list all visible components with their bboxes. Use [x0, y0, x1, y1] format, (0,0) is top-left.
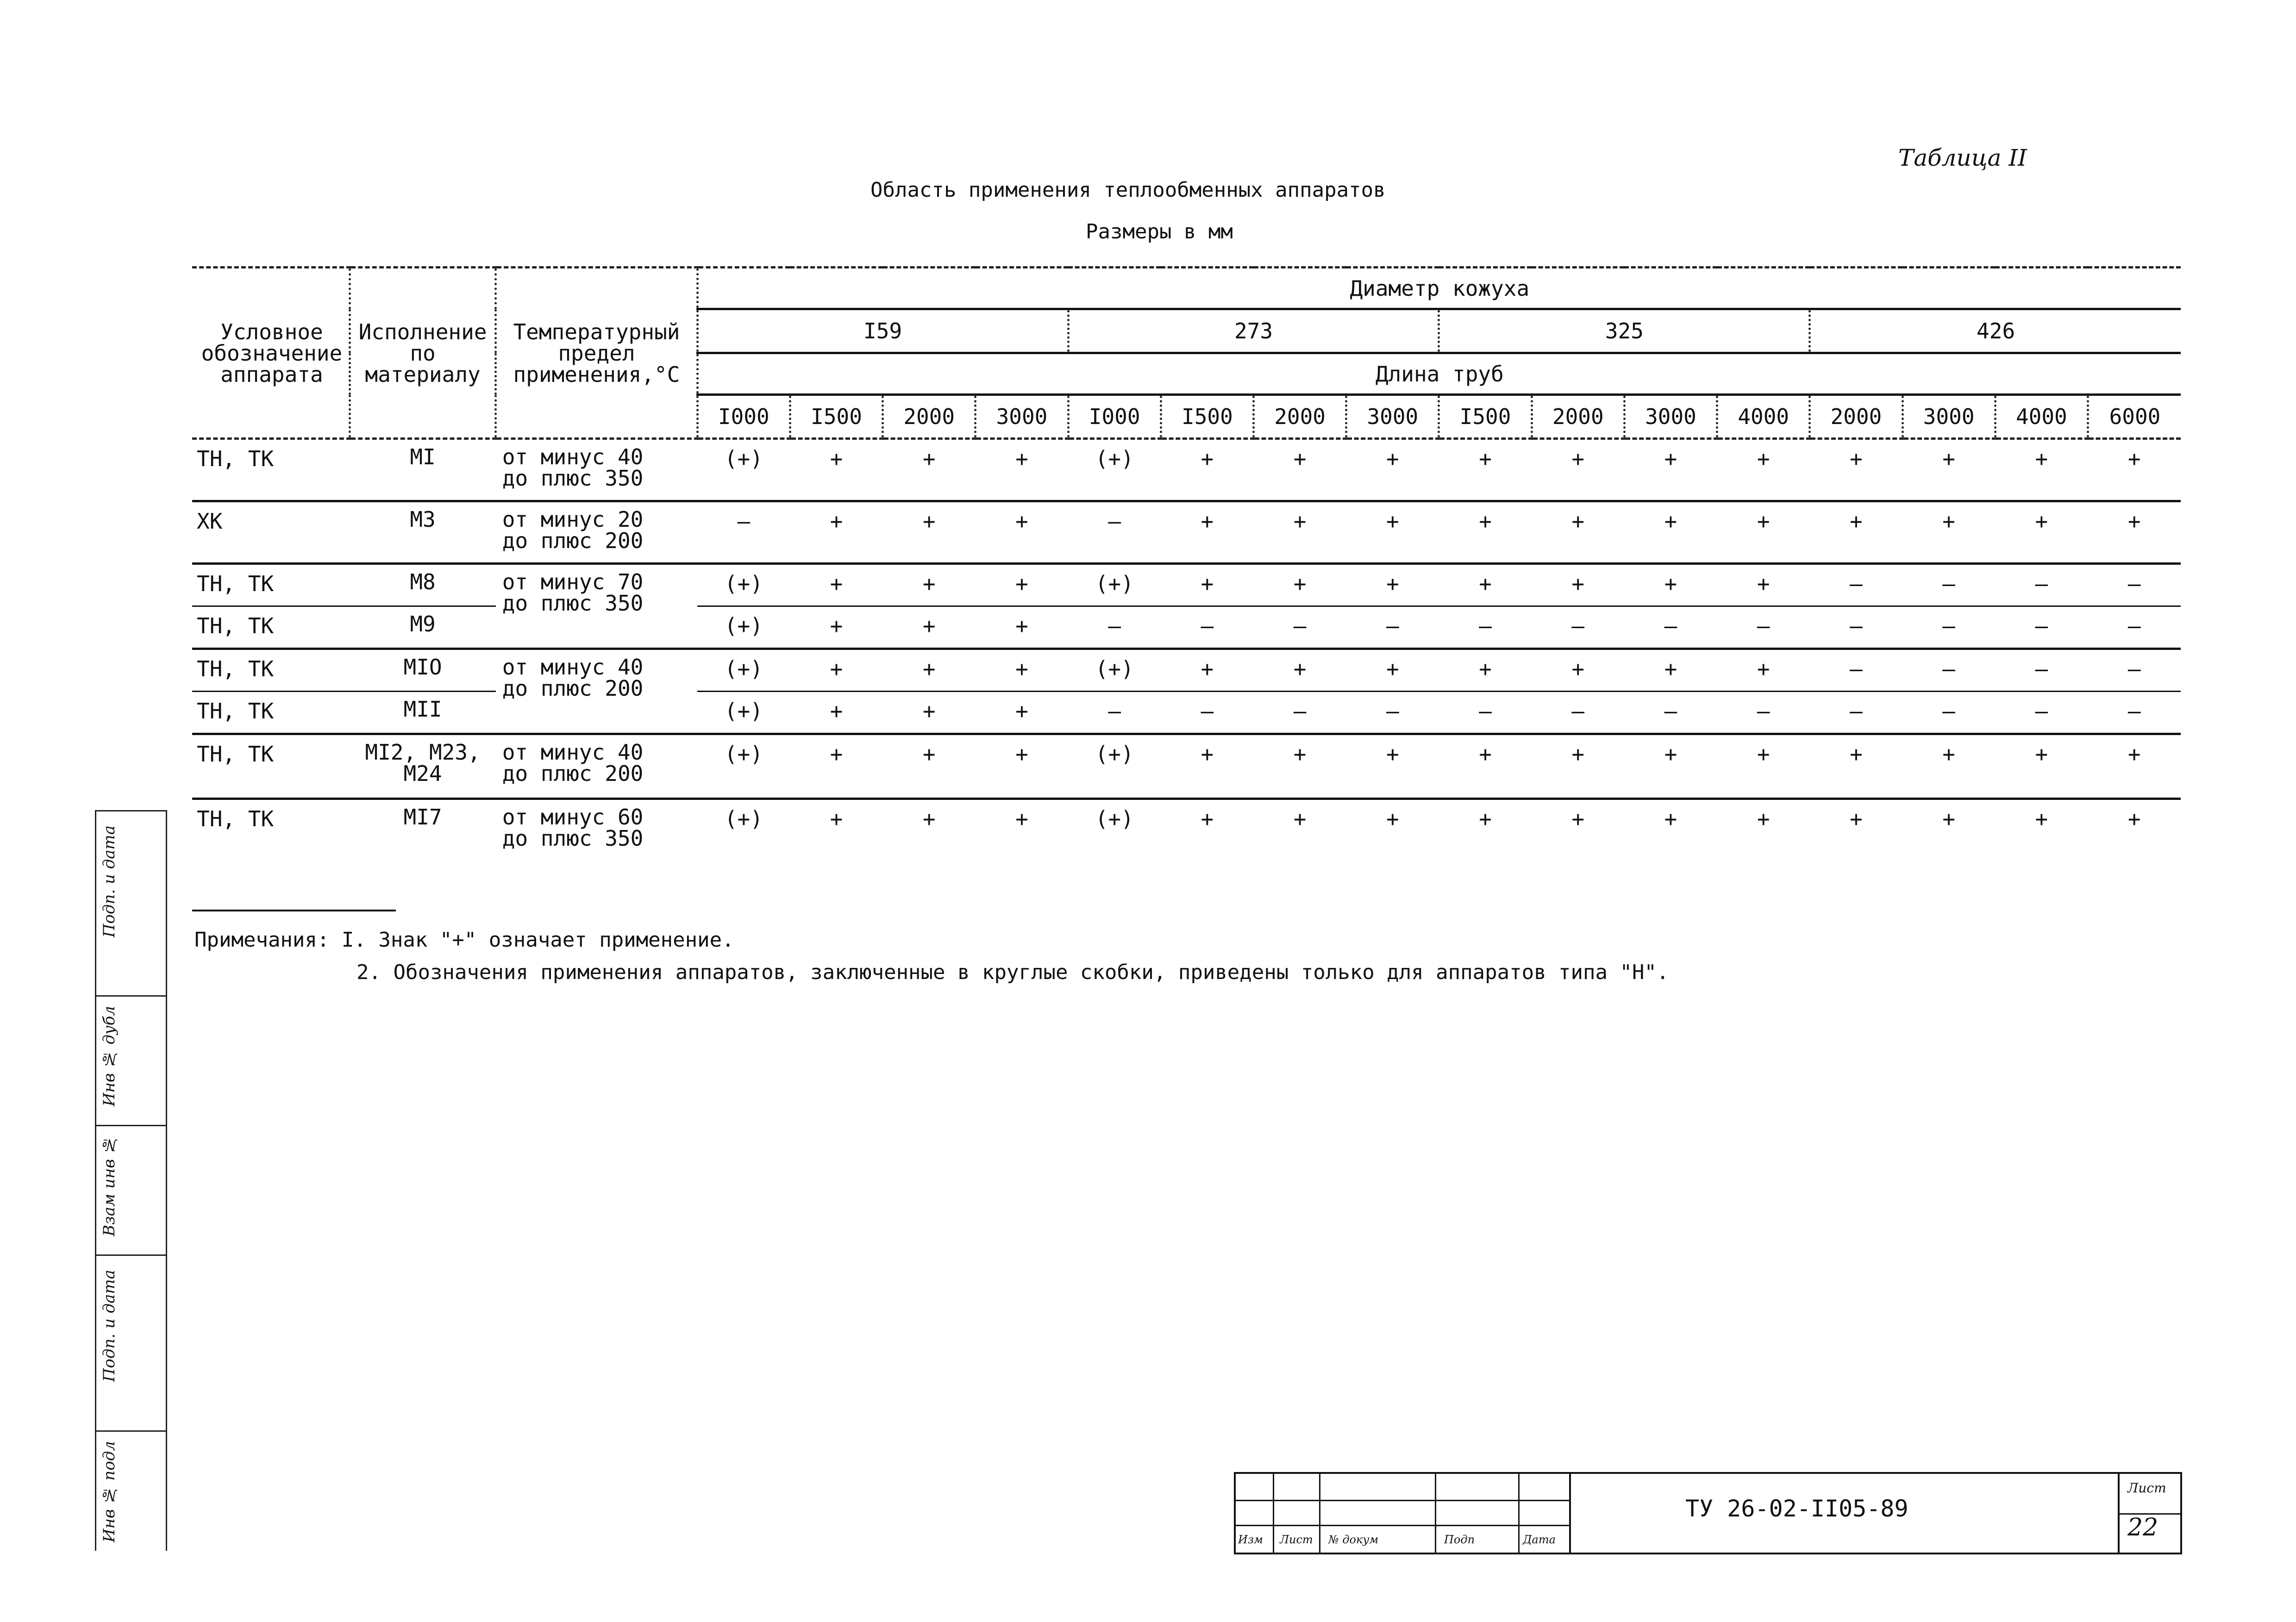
cell-mark: +	[1254, 501, 1346, 564]
material-line: MI2, M23,	[365, 740, 481, 765]
cell-mark: +	[1479, 806, 1492, 831]
stamp-col-label: Дата	[1523, 1533, 1556, 1546]
cell-mark: –	[1068, 501, 1161, 564]
cell-designation: ТН, ТК	[197, 806, 274, 831]
cell-mark: +	[1717, 439, 1810, 501]
cell-mark: –	[1995, 564, 2088, 606]
strip-label: Взам инв №	[100, 1135, 119, 1236]
cell-mark: +	[883, 439, 976, 501]
cell-mark: +	[922, 806, 936, 831]
stamp-col-label: № докум	[1328, 1533, 1379, 1546]
cell-mark: +	[1624, 734, 1717, 799]
cell-mark: –	[1532, 692, 1624, 734]
cell-mark: +	[1810, 734, 1902, 799]
cell-mark: +	[2035, 806, 2048, 831]
cell-mark: +	[790, 734, 882, 799]
cell-mark: +	[1902, 734, 1995, 799]
cell-mark: +	[1346, 649, 1439, 692]
cell-mark: +	[883, 606, 976, 649]
header-length: 2000	[1254, 395, 1346, 439]
cell-designation: ХК	[192, 501, 350, 564]
cell-mark: +	[1942, 806, 1955, 831]
cell-mark: –	[2088, 606, 2181, 649]
header-material: Исполнение по материалу	[350, 268, 495, 439]
note-1-text: I. Знак "+" означает применение.	[341, 928, 734, 952]
cell-mark: –	[1810, 649, 1902, 692]
cell-mark: +	[790, 692, 882, 734]
material-line: М9	[410, 611, 436, 636]
cell-mark: +	[1346, 501, 1439, 564]
header-designation: Условное обозначение аппарата	[192, 268, 350, 439]
header-length: 4000	[1995, 395, 2088, 439]
cell-mark: +	[2127, 806, 2141, 831]
cell-mark: –	[1624, 692, 1717, 734]
cell-mark: +	[1161, 501, 1253, 564]
cell-temperature	[496, 439, 697, 501]
cell-mark: –	[1254, 692, 1346, 734]
cell-material	[350, 734, 495, 799]
stamp-col-label: Изм	[1238, 1533, 1263, 1546]
cell-mark: –	[1532, 606, 1624, 649]
cell-mark: +	[1995, 501, 2088, 564]
cell-mark: –	[1810, 564, 1902, 606]
cell-mark: –	[1624, 606, 1717, 649]
cell-mark: +	[976, 606, 1068, 649]
cell-mark: +	[976, 564, 1068, 606]
stamp-col-label: Подп	[1444, 1533, 1475, 1546]
cell-mark: +	[1995, 734, 2088, 799]
cell-mark: +	[976, 649, 1068, 692]
cell-mark: (+)	[697, 564, 790, 606]
cell-mark: (+)	[1068, 734, 1161, 799]
cell-mark: +	[2088, 734, 2181, 799]
table-row	[192, 501, 2181, 564]
cell-mark: –	[1902, 692, 1995, 734]
cell-mark: +	[790, 564, 882, 606]
cell-designation: ТН, ТК	[192, 734, 350, 799]
cell-mark: +	[2088, 439, 2181, 501]
cell-mark: +	[1571, 806, 1585, 831]
cell-mark: +	[1386, 806, 1399, 831]
cell-mark: +	[1254, 734, 1346, 799]
cell-mark: +	[1293, 806, 1307, 831]
temperature-to: до плюс 350	[502, 591, 644, 616]
cell-mark: –	[1902, 649, 1995, 692]
cell-mark: (+)	[724, 806, 763, 831]
strip-label: Инв № дубл	[100, 1006, 119, 1107]
sheet-number: 22	[2127, 1514, 2158, 1541]
cell-mark: +	[1902, 439, 1995, 501]
material-line: М3	[410, 507, 436, 532]
cell-mark: –	[1161, 692, 1253, 734]
header-length: I500	[1439, 395, 1532, 439]
cell-mark: +	[1161, 439, 1253, 501]
header-temperature-unit: °C	[654, 362, 680, 387]
cell-mark: +	[1254, 564, 1346, 606]
cell-temperature	[496, 501, 697, 564]
temperature-from: от минус 70	[502, 569, 644, 594]
table-row	[192, 692, 2181, 734]
cell-mark: +	[1717, 649, 1810, 692]
temperature-from: от минус 40	[502, 655, 644, 680]
material-line: MI	[410, 444, 436, 469]
cell-mark: +	[1439, 439, 1532, 501]
cell-mark: (+)	[697, 692, 790, 734]
cell-mark: +	[1757, 806, 1770, 831]
cell-mark: +	[1161, 649, 1253, 692]
cell-mark: (+)	[1068, 649, 1161, 692]
cell-mark: –	[1068, 606, 1161, 649]
cell-mark: –	[1439, 606, 1532, 649]
cell-mark: +	[1439, 564, 1532, 606]
cell-material	[350, 692, 495, 734]
header-temperature-text: Температурный предел применения,	[513, 319, 680, 387]
temperature-to: до плюс 350	[502, 826, 644, 851]
header-tube-length: Длина труб	[697, 353, 2181, 395]
cell-material	[350, 439, 495, 501]
cell-mark: –	[1717, 606, 1810, 649]
cell-mark: (+)	[697, 439, 790, 501]
cell-mark: –	[2088, 564, 2181, 606]
header-length: I000	[697, 395, 790, 439]
temperature-to: до плюс 350	[502, 466, 644, 491]
cell-mark: +	[883, 692, 976, 734]
cell-mark: +	[1717, 501, 1810, 564]
header-length: 3000	[1624, 395, 1717, 439]
cell-mark: –	[1254, 606, 1346, 649]
cell-mark: +	[790, 439, 882, 501]
temperature-from: от минус 40	[502, 740, 644, 765]
cell-mark: +	[790, 649, 882, 692]
cell-mark: +	[976, 439, 1068, 501]
cell-designation: ТН, ТК	[192, 439, 350, 501]
header-shell-diameter: Диаметр кожуха	[697, 268, 2181, 309]
cell-mark: +	[883, 734, 976, 799]
header-length: 2000	[883, 395, 976, 439]
cell-mark: (+)	[697, 606, 790, 649]
cell-material	[350, 501, 495, 564]
cell-mark: +	[1664, 806, 1677, 831]
material-line: М8	[410, 569, 436, 594]
cell-mark: (+)	[1095, 806, 1134, 831]
table-row	[192, 799, 2181, 861]
cell-material	[350, 649, 495, 692]
cell-mark: +	[976, 734, 1068, 799]
cell-designation: ТН, ТК	[192, 606, 350, 649]
cell-mark: (+)	[1068, 564, 1161, 606]
cell-mark: +	[1015, 806, 1028, 831]
cell-mark: (+)	[1068, 439, 1161, 501]
cell-temperature	[496, 649, 697, 734]
cell-mark: +	[883, 649, 976, 692]
cell-mark: –	[1995, 649, 2088, 692]
cell-mark: +	[1717, 564, 1810, 606]
cell-temperature	[496, 799, 697, 861]
table-row	[192, 564, 2181, 606]
cell-mark: +	[1624, 649, 1717, 692]
cell-mark: –	[1068, 692, 1161, 734]
cell-mark: +	[1439, 734, 1532, 799]
applicability-table	[192, 266, 2181, 861]
header-length: I500	[790, 395, 882, 439]
cell-mark: –	[1717, 692, 1810, 734]
cell-mark: –	[1439, 692, 1532, 734]
strip-label: Подп. и дата	[100, 825, 119, 938]
strip-cell	[96, 1254, 166, 1432]
cell-mark: +	[976, 692, 1068, 734]
binding-strip	[95, 810, 167, 1551]
cell-mark: +	[2088, 501, 2181, 564]
cell-mark: +	[1717, 734, 1810, 799]
stamp-col-label: Лист	[1280, 1533, 1313, 1546]
strip-cell	[96, 1430, 166, 1552]
cell-mark: +	[830, 806, 843, 831]
strip-label: Подп. и дата	[100, 1270, 119, 1382]
temperature-to: до плюс 200	[502, 676, 644, 701]
cell-mark: +	[1254, 649, 1346, 692]
cell-mark: +	[883, 501, 976, 564]
cell-mark: +	[1161, 734, 1253, 799]
header-diameter: 325	[1439, 309, 1810, 353]
cell-mark: +	[1532, 501, 1624, 564]
cell-mark: +	[790, 606, 882, 649]
table-row	[192, 439, 2181, 501]
cell-temperature	[496, 564, 697, 649]
cell-mark: –	[2088, 692, 2181, 734]
cell-mark: +	[1850, 806, 1863, 831]
material-line: M24	[403, 761, 442, 786]
header-diameter: I59	[697, 309, 1068, 353]
strip-cell	[96, 995, 166, 1126]
cell-mark: –	[2088, 649, 2181, 692]
cell-mark: +	[1995, 439, 2088, 501]
cell-material	[350, 564, 495, 606]
temperature-to: до плюс 200	[502, 761, 644, 786]
cell-designation: ТН, ТК	[192, 692, 350, 734]
header-length: I500	[1161, 395, 1253, 439]
header-length: 4000	[1717, 395, 1810, 439]
header-length: 3000	[1346, 395, 1439, 439]
header-length: 3000	[976, 395, 1068, 439]
table-row	[192, 649, 2181, 692]
cell-mark: +	[1532, 439, 1624, 501]
temperature-from: от минус 20	[502, 507, 644, 532]
header-temperature	[496, 268, 697, 439]
temperature-from: от минус 40	[502, 444, 644, 469]
document-code: ТУ 26-02-II05-89	[1685, 1495, 1908, 1522]
note-1	[194, 928, 734, 952]
table-row	[192, 734, 2181, 799]
cell-mark: –	[697, 501, 790, 564]
cell-mark: +	[1902, 501, 1995, 564]
cell-mark: +	[883, 564, 976, 606]
units-note: Размеры в мм	[1086, 220, 1233, 243]
cell-mark: +	[1439, 649, 1532, 692]
cell-mark: (+)	[697, 734, 790, 799]
cell-mark: +	[1346, 734, 1439, 799]
material-line: MI7	[403, 805, 442, 830]
cell-designation: ТН, ТК	[192, 564, 350, 606]
cell-mark: –	[1902, 564, 1995, 606]
material-line: MII	[403, 697, 442, 722]
strip-cell	[96, 1125, 166, 1256]
header-length: 6000	[2088, 395, 2181, 439]
temperature-to: до плюс 200	[502, 528, 644, 553]
cell-mark: –	[1346, 692, 1439, 734]
table-title: Область применения теплообменных аппаратов	[870, 178, 1386, 202]
header-diameter: 273	[1068, 309, 1439, 353]
cell-mark: +	[1532, 734, 1624, 799]
cell-material	[350, 606, 495, 649]
sheet-label: Лист	[2127, 1480, 2166, 1496]
cell-mark: +	[1624, 501, 1717, 564]
cell-mark: –	[1161, 606, 1253, 649]
notes-label: Примечания:	[194, 928, 330, 952]
header-length: 3000	[1902, 395, 1995, 439]
cell-designation: ТН, ТК	[192, 649, 350, 692]
header-length: I000	[1068, 395, 1161, 439]
cell-mark: –	[1995, 692, 2088, 734]
cell-mark: –	[1995, 606, 2088, 649]
cell-mark: –	[1902, 606, 1995, 649]
material-line: MIO	[403, 655, 442, 680]
cell-mark: +	[1201, 806, 1214, 831]
strip-label: Инв № подл	[100, 1441, 119, 1543]
cell-mark: +	[1532, 649, 1624, 692]
cell-mark: (+)	[697, 649, 790, 692]
cell-mark: +	[976, 501, 1068, 564]
header-length: 2000	[1810, 395, 1902, 439]
cell-mark: +	[1624, 439, 1717, 501]
cell-mark: +	[1439, 501, 1532, 564]
table-row	[192, 606, 2181, 649]
cell-mark: –	[1810, 692, 1902, 734]
header-diameter: 426	[1810, 309, 2181, 353]
cell-temperature	[496, 734, 697, 799]
cell-material	[350, 799, 495, 861]
cell-mark: +	[1532, 564, 1624, 606]
table-number: Таблица II	[1898, 144, 2027, 171]
cell-mark: +	[1161, 564, 1253, 606]
strip-cell	[96, 810, 166, 997]
temperature-from: от минус 60	[502, 805, 644, 830]
cell-mark: +	[790, 501, 882, 564]
notes-separator	[192, 910, 396, 911]
cell-mark: +	[1254, 439, 1346, 501]
cell-mark: +	[1810, 501, 1902, 564]
cell-mark: +	[1810, 439, 1902, 501]
cell-mark: –	[1810, 606, 1902, 649]
note-2: 2. Обозначения применения аппаратов, заключенные в круглые скобки, приведены только для аппаратов типа "Н".	[357, 961, 1669, 984]
header-length: 2000	[1532, 395, 1624, 439]
cell-mark: +	[1346, 564, 1439, 606]
cell-mark: +	[1624, 564, 1717, 606]
cell-mark: +	[1346, 439, 1439, 501]
cell-mark: –	[1346, 606, 1439, 649]
